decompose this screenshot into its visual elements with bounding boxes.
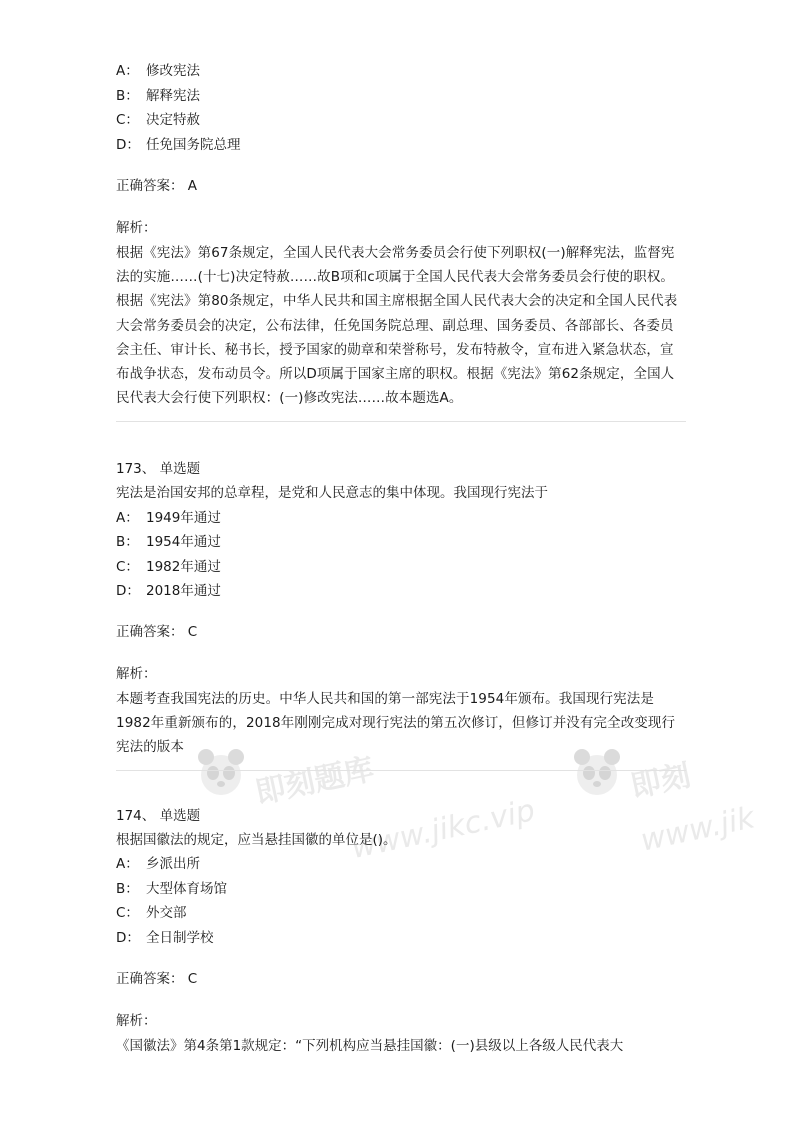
question-divider	[116, 770, 686, 771]
analysis-text: 根据《宪法》第67条规定，全国人民代表大会常务委员会行使下列职权(一)解释宪法，监督宪法的实施……(十七)决定特赦……故B项和c项属于全国人民代表大会常务委员会行使的职权。根据《宪法》第80条规定，中华人民共和国主席根据全国人民代表大会的决定和全国人民代表大会常务委员会的决定，公布法律，任免国务院总理、副总理、国务委员、各部部长、各委员会主任、审计长、秘书长，授予国家的勋章和荣誉称号，发布特赦令，宣布进入紧急状态，宣布战争状态，发布动员令。所以D项属于国家主席的职权。根据《宪法》第62条规定，全国人民代表大会行使下列职权：(一)修改宪法……故本题选A。	[116, 245, 678, 407]
question-divider	[116, 421, 686, 422]
question-stem: 宪法是治国安邦的总章程，是党和人民意志的集中体现。我国现行宪法于	[116, 485, 548, 501]
question-type: 单选题	[159, 808, 201, 824]
question-number: 173、	[116, 461, 156, 477]
watermark-url: www.jikc.vip	[348, 793, 539, 866]
option-d: D： 任免国务院总理	[116, 137, 241, 153]
option-c: C： 外交部	[116, 905, 187, 921]
question-header	[116, 804, 200, 828]
watermark-url-partial: www.jik	[637, 800, 758, 859]
question-number: 174、	[116, 808, 156, 824]
question-header	[116, 457, 200, 481]
analysis-label: 解析：	[116, 220, 157, 236]
option-a: A： 1949年通过	[116, 510, 221, 526]
option-d: D： 全日制学校	[116, 930, 214, 946]
correct-answer: 正确答案： C	[116, 971, 198, 987]
option-a: A： 乡派出所	[116, 856, 200, 872]
analysis-text: 本题考查我国宪法的历史。中华人民共和国的第一部宪法于1954年颁布。我国现行宪法是1982年重新颁布的，2018年刚刚完成对现行宪法的第五次修订，但修订并没有完全改变现行宪法的版本	[116, 691, 676, 756]
analysis-label: 解析：	[116, 666, 157, 682]
analysis-label: 解析：	[116, 1013, 157, 1029]
correct-answer: 正确答案： C	[116, 624, 198, 640]
answer-value: A	[187, 178, 198, 194]
correct-answer: 正确答案： A	[116, 178, 198, 194]
answer-value: C	[187, 624, 198, 640]
watermark-brand: 即刻题库	[252, 751, 378, 812]
option-d: D： 2018年通过	[116, 583, 221, 599]
question-stem: 根据国徽法的规定，应当悬挂国徽的单位是()。	[116, 832, 397, 848]
question-type: 单选题	[159, 461, 201, 477]
option-b: B： 1954年通过	[116, 534, 221, 550]
option-a: A： 修改宪法	[116, 63, 200, 79]
option-b: B： 解释宪法	[116, 88, 200, 104]
option-b: B： 大型体育场馆	[116, 881, 227, 897]
analysis-text: 《国徽法》第4条第1款规定：“下列机构应当悬挂国徽：(一)县级以上各级人民代表大	[116, 1038, 624, 1054]
answer-value: C	[187, 971, 198, 987]
option-c: C： 决定特赦	[116, 112, 200, 128]
watermark-brand-partial: 即刻	[627, 758, 694, 805]
option-c: C： 1982年通过	[116, 559, 221, 575]
